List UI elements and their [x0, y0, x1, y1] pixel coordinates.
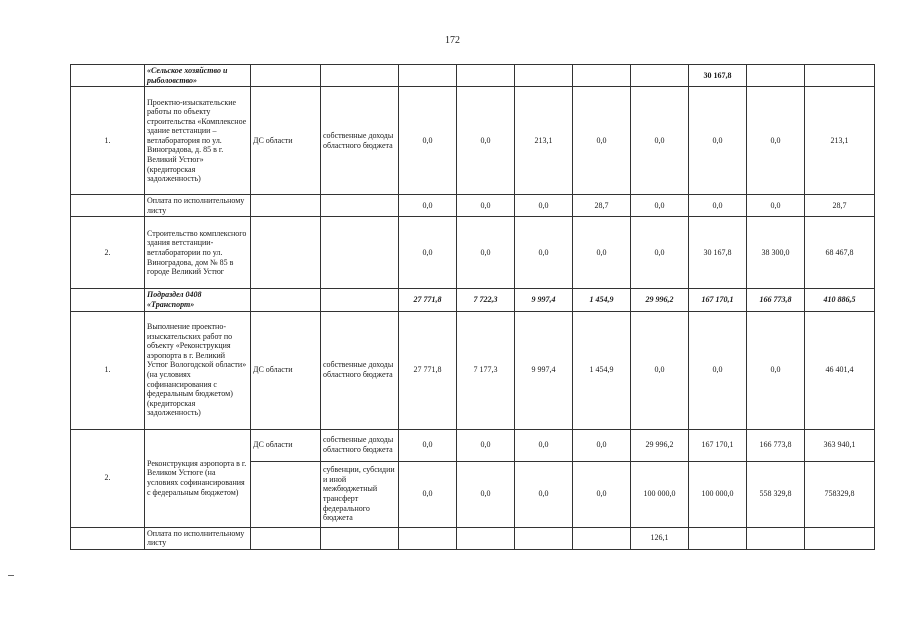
table-row: [71, 289, 875, 311]
row-fund: субвенции, субсидии и иной межбюджетный трансферт федерального бюджета: [321, 461, 399, 527]
value-cell: 28,7: [805, 195, 875, 217]
budget-table: [70, 64, 875, 550]
value-cell: 100 000,0: [689, 461, 747, 527]
value-cell: 126,1: [631, 527, 689, 549]
value-cell: 166 773,8: [747, 289, 805, 311]
value-cell: 28,7: [573, 195, 631, 217]
value-cell: 0,0: [457, 195, 515, 217]
value-cell: 0,0: [631, 311, 689, 429]
value-cell: 27 771,8: [399, 289, 457, 311]
margin-mark: [8, 575, 14, 576]
table-row: [71, 217, 875, 289]
value-cell: [573, 527, 631, 549]
value-cell: 0,0: [631, 195, 689, 217]
value-cell: [805, 65, 875, 87]
row-index: 2.: [71, 217, 145, 289]
value-cell: 0,0: [399, 195, 457, 217]
value-cell: [747, 65, 805, 87]
table-row: [71, 311, 875, 429]
value-cell: 7 722,3: [457, 289, 515, 311]
row-source: [251, 217, 321, 289]
value-cell: 558 329,8: [747, 461, 805, 527]
row-index: [71, 289, 145, 311]
value-cell: 0,0: [573, 429, 631, 461]
value-cell: 68 467,8: [805, 217, 875, 289]
row-index: [71, 527, 145, 549]
value-cell: 0,0: [515, 429, 573, 461]
value-cell: 0,0: [747, 311, 805, 429]
table-row: [71, 87, 875, 195]
row-name: Оплата по исполнительному листу: [145, 527, 251, 549]
value-cell: 167 170,1: [689, 289, 747, 311]
value-cell: 9 997,4: [515, 289, 573, 311]
value-cell: 0,0: [631, 217, 689, 289]
value-cell: 29 996,2: [631, 429, 689, 461]
value-cell: 1 454,9: [573, 289, 631, 311]
value-cell: 0,0: [457, 87, 515, 195]
value-cell: 0,0: [689, 195, 747, 217]
value-cell: 0,0: [631, 87, 689, 195]
row-source: [251, 461, 321, 527]
row-index: [71, 65, 145, 87]
row-source: [251, 65, 321, 87]
value-cell: 363 940,1: [805, 429, 875, 461]
value-cell: [573, 65, 631, 87]
value-cell: 0,0: [399, 429, 457, 461]
value-cell: 0,0: [457, 217, 515, 289]
value-cell: 167 170,1: [689, 429, 747, 461]
value-cell: 38 300,0: [747, 217, 805, 289]
value-cell: 0,0: [573, 461, 631, 527]
value-cell: 0,0: [747, 195, 805, 217]
row-index: 2.: [71, 429, 145, 527]
value-cell: 758329,8: [805, 461, 875, 527]
row-index: 1.: [71, 87, 145, 195]
table-row: [71, 429, 875, 461]
row-fund: [321, 289, 399, 311]
table-row: [71, 65, 875, 87]
value-cell: 29 996,2: [631, 289, 689, 311]
value-cell: 1 454,9: [573, 311, 631, 429]
value-cell: 166 773,8: [747, 429, 805, 461]
row-source: ДС области: [251, 311, 321, 429]
row-source: [251, 289, 321, 311]
row-source: [251, 195, 321, 217]
row-fund: [321, 217, 399, 289]
row-source: ДС области: [251, 87, 321, 195]
value-cell: 0,0: [457, 429, 515, 461]
value-cell: 410 886,5: [805, 289, 875, 311]
value-cell: 0,0: [747, 87, 805, 195]
row-name: Подраздел 0408 «Транспорт»: [145, 289, 251, 311]
row-name: «Сельское хозяйство и рыболовство»: [145, 65, 251, 87]
row-name: Строительство комплексного здания ветстанции-ветлаборатории по ул. Виноградова, дом № 85 в городе Великий Устюг: [145, 217, 251, 289]
value-cell: 213,1: [805, 87, 875, 195]
value-cell: [689, 527, 747, 549]
value-cell: 0,0: [515, 461, 573, 527]
page-number: 172: [445, 35, 460, 46]
value-cell: [515, 527, 573, 549]
value-cell: 0,0: [573, 217, 631, 289]
row-source: [251, 527, 321, 549]
row-fund: [321, 527, 399, 549]
value-cell: [457, 65, 515, 87]
value-cell: 27 771,8: [399, 311, 457, 429]
value-cell: 0,0: [399, 217, 457, 289]
value-cell: [631, 65, 689, 87]
row-index: 1.: [71, 311, 145, 429]
row-fund: собственные доходы областного бюджета: [321, 87, 399, 195]
value-cell: 0,0: [573, 87, 631, 195]
value-cell: 46 401,4: [805, 311, 875, 429]
value-cell: [515, 65, 573, 87]
value-cell: 7 177,3: [457, 311, 515, 429]
value-cell: 213,1: [515, 87, 573, 195]
value-cell: 9 997,4: [515, 311, 573, 429]
table-row: [71, 195, 875, 217]
value-cell: 30 167,8: [689, 65, 747, 87]
row-name: Проектно-изыскательские работы по объекту строительства «Комплексное здание ветстанции – ветлаборатория по ул. Виноградова, д. 85 в г. Великий Устюг» (кредиторская задолженность): [145, 87, 251, 195]
value-cell: [399, 527, 457, 549]
row-source: ДС области: [251, 429, 321, 461]
row-fund: [321, 195, 399, 217]
value-cell: 30 167,8: [689, 217, 747, 289]
value-cell: 0,0: [399, 461, 457, 527]
value-cell: 0,0: [689, 87, 747, 195]
value-cell: [747, 527, 805, 549]
value-cell: 0,0: [515, 195, 573, 217]
value-cell: [805, 527, 875, 549]
value-cell: 100 000,0: [631, 461, 689, 527]
value-cell: 0,0: [515, 217, 573, 289]
row-fund: собственные доходы областного бюджета: [321, 311, 399, 429]
row-name: Реконструкция аэропорта в г. Великом Устюге (на условиях софинансирования с федеральным бюджетом): [145, 429, 251, 527]
value-cell: 0,0: [457, 461, 515, 527]
row-fund: собственные доходы областного бюджета: [321, 429, 399, 461]
value-cell: [457, 527, 515, 549]
table-row: [71, 527, 875, 549]
row-name: Оплата по исполнительному листу: [145, 195, 251, 217]
value-cell: 0,0: [399, 87, 457, 195]
value-cell: 0,0: [689, 311, 747, 429]
row-name: Выполнение проектно-изыскательских работ по объекту «Реконструкция аэропорта в г. Великий Устюг Вологодской области» (на условиях софинансирования с федеральным бюджетом) (кредиторская задолженность): [145, 311, 251, 429]
row-fund: [321, 65, 399, 87]
row-index: [71, 195, 145, 217]
value-cell: [399, 65, 457, 87]
